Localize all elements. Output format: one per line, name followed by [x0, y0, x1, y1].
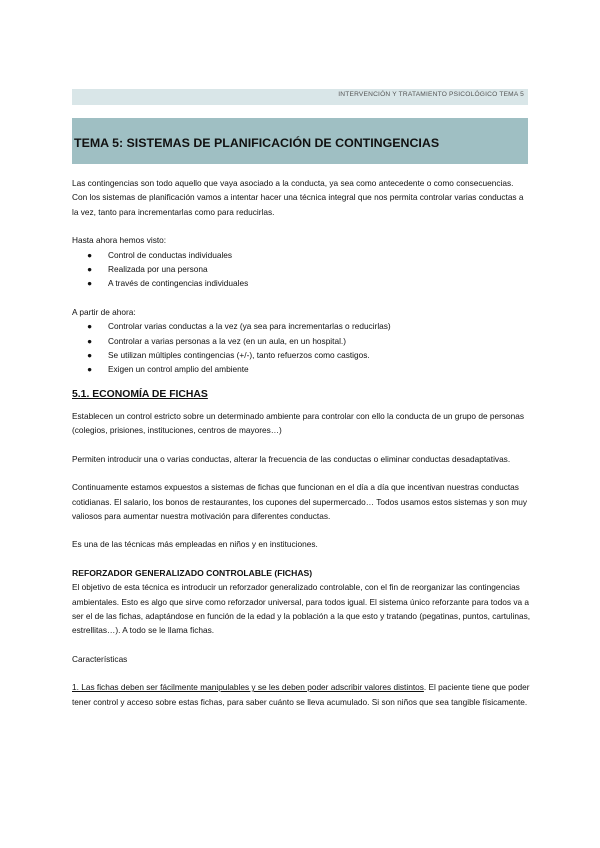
section-paragraph-1: Establecen un control estricto sobre un determinado ambiente para controlar con ello la conducta de un grupo de personas (colegios, prisiones, instituciones, centros de mayores…): [72, 410, 525, 436]
list-item: ● Control de conductas individuales: [72, 248, 532, 262]
a-partir-list: [72, 319, 532, 377]
intro-paragraph-2: Con los sistemas de planificación vamos a intentar hacer una técnica integral que nos permita controlar varias conductas a la vez, tanto para incrementarlas como para reducirlas.: [72, 192, 524, 217]
a-partir-lead: A partir de ahora:: [72, 306, 136, 317]
section-paragraph-4: Es una de las técnicas más empleadas en niños y en instituciones.: [72, 539, 318, 550]
list-item: ● Se utilizan múltiples contingencias (+/-), tanto refuerzos como castigos.: [72, 348, 532, 362]
caracteristicas-item-1-rest: . El paciente tiene que poder tener control y acceso sobre estas fichas, para saber cuánto se lleva acumulado. Si son niños que sea tangible físicamente.: [72, 682, 530, 707]
bullet-icon: ●: [87, 321, 93, 332]
bullet-icon: ●: [87, 249, 93, 260]
list-item: ● Controlar varias conductas a la vez (ya sea para incrementarlas o reducirlas): [72, 319, 532, 333]
list-item: ● Controlar a varias personas a la vez (en un aula, en un hospital.): [72, 334, 532, 348]
page-title: TEMA 5: SISTEMAS DE PLANIFICACIÓN DE CONTINGENCIAS: [74, 136, 440, 150]
reforzador-paragraph: El objetivo de esta técnica es introducir un reforzador generalizado controlable, con el fin de reorganizar las contingencias ambientales. Esto es algo que sirve como reforzador universal, para todos igual. El sistema único reforzante para todos va a ser el de las fichas, adaptándose en función de la edad y la población a la que esto y tratando (pegatinas, puntos, cartulinas, estrellitas…). A todo se le llama fichas.: [72, 582, 531, 636]
section-heading-economia-fichas: 5.1. ECONOMÍA DE FICHAS: [72, 388, 208, 400]
list-item: ● Realizada por una persona: [72, 262, 532, 276]
running-header-text: INTERVENCIÓN Y TRATAMIENTO PSICOLÓGICO TEMA 5: [338, 91, 524, 98]
list-item: ● A través de contingencias individuales: [72, 276, 532, 290]
running-header: [72, 89, 528, 105]
caracteristicas-item-1-underlined: 1. Las fichas deben ser fácilmente manipulables y se les deben poder adscribir valores distintos: [72, 682, 424, 693]
bullet-icon: ●: [87, 264, 93, 275]
bullet-icon: ●: [87, 350, 93, 361]
subheading-reforzador: REFORZADOR GENERALIZADO CONTROLABLE (FICHAS): [72, 567, 313, 578]
document-body: [72, 176, 532, 709]
bullet-icon: ●: [87, 335, 93, 346]
title-banner: [72, 118, 528, 164]
bullet-icon: ●: [87, 278, 93, 289]
caracteristicas-item-1: [72, 680, 532, 709]
hasta-ahora-list: [72, 248, 532, 291]
hasta-ahora-lead: Hasta ahora hemos visto:: [72, 235, 167, 246]
bullet-icon: ●: [87, 364, 93, 375]
list-item: ● Exigen un control amplio del ambiente: [72, 362, 532, 376]
intro-paragraph-1: Las contingencias son todo aquello que vaya asociado a la conducta, ya sea como antecedente o como consecuencias.: [72, 178, 514, 188]
section-paragraph-2: Permiten introducir una o varias conductas, alterar la frecuencia de las conductas o eliminar conductas desadaptativas.: [72, 453, 511, 464]
caracteristicas-heading: Características: [72, 653, 128, 664]
section-paragraph-3: Continuamente estamos expuestos a sistemas de fichas que funcionan en el día a día que incentivan nuestras conductas cotidianas. El salario, los bonos de restaurantes, los cupones del supermercado… Todos usamos estos sistemas y son muy valiosos para aumentar nuestra motivación para diferentes conductas.: [72, 482, 528, 521]
